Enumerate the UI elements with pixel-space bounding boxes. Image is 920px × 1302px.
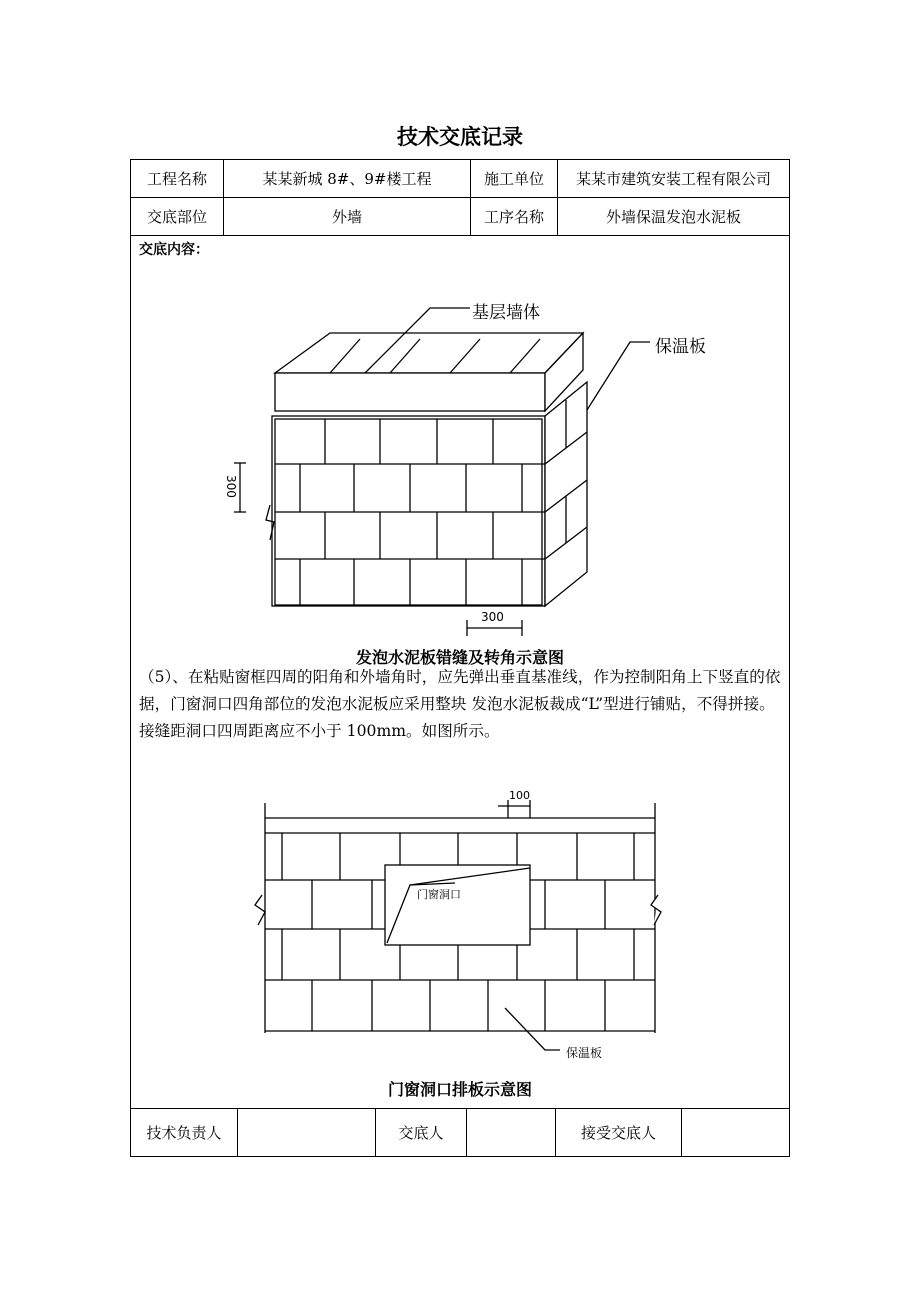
header-row — [131, 198, 790, 236]
tech-lead-label: 技术负责人 — [131, 1109, 238, 1157]
opening-layout-diagram — [250, 785, 670, 1070]
top-dimension-label: 100 — [509, 789, 530, 802]
content-label: 交底内容： — [139, 242, 209, 258]
opening-label: 门窗洞口 — [417, 888, 461, 901]
figure2-caption: 门窗洞口排板示意图 — [387, 1080, 532, 1099]
signature-table — [130, 1108, 790, 1157]
figure1-caption: 发泡水泥板错缝及转角示意图 — [355, 648, 564, 667]
discloser-value — [467, 1109, 556, 1157]
process-label: 工序名称 — [471, 198, 558, 236]
project-name-label: 工程名称 — [131, 160, 224, 198]
signature-row — [131, 1109, 790, 1157]
header-table — [130, 159, 790, 236]
receiver-value — [682, 1109, 790, 1157]
contractor-label: 施工单位 — [471, 160, 558, 198]
receiver-label: 接受交底人 — [556, 1109, 682, 1157]
page-title: 技术交底记录 — [397, 125, 523, 149]
vertical-dimension-label: 300 — [224, 475, 238, 498]
process-value: 外墙保温发泡水泥板 — [558, 198, 790, 236]
discloser-label: 交底人 — [376, 1109, 467, 1157]
insulation-board-label: 保温板 — [566, 1046, 603, 1060]
instruction-paragraph: （5）、在粘贴窗框四周的阳角和外墙角时，应先弹出垂直基准线，作为控制阳角上下竖直的依据，门窗洞口四角部位的发泡水泥板应采用整块 发泡水泥板裁成“L”型进行铺贴，不得拼接。接缝距洞口四周距离应不小于 100mm。如图所示。 — [139, 668, 781, 740]
joint-corner-diagram — [215, 285, 755, 640]
horizontal-dimension-label: 300 — [481, 610, 504, 624]
contractor-value: 某某市建筑安装工程有限公司 — [558, 160, 790, 198]
part-label: 交底部位 — [131, 198, 224, 236]
part-value: 外墙 — [224, 198, 471, 236]
tech-lead-value — [238, 1109, 376, 1157]
header-row — [131, 160, 790, 198]
base-wall-label: 基层墙体 — [472, 303, 540, 323]
project-name-value: 某某新城 8#、9#楼工程 — [224, 160, 471, 198]
insulation-board-label: 保温板 — [655, 337, 706, 357]
